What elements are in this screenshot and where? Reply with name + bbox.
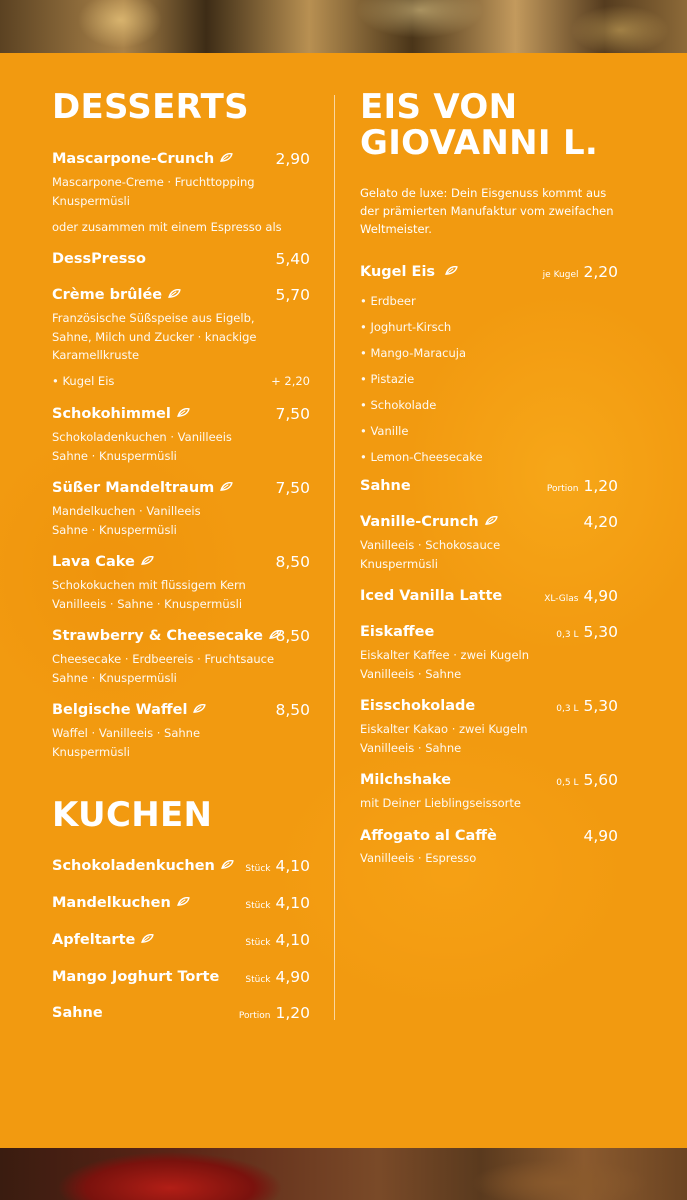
desc-line: Vanilleeis · Sahne · Knuspermüsli bbox=[52, 596, 243, 611]
item-price bbox=[543, 263, 618, 284]
desc-line: Sahne · Knuspermüsli bbox=[52, 448, 177, 463]
item-description bbox=[52, 650, 274, 687]
flavor-item: • Pistazie bbox=[360, 372, 415, 386]
item-name: Lava Cake bbox=[52, 554, 135, 570]
desc-line: Französische Süßspeise aus Eigelb, bbox=[52, 311, 255, 325]
desc-line: Vanilleeis · Sahne bbox=[360, 740, 462, 755]
desserts-heading: DESSERTS bbox=[52, 87, 249, 127]
desc-line: mit Deiner Lieblingseissorte bbox=[360, 796, 521, 810]
price-value: 4,90 bbox=[583, 587, 618, 605]
menu-item-schokohimmel bbox=[52, 405, 190, 423]
leaf-icon bbox=[168, 289, 181, 298]
price-value: 2,20 bbox=[583, 263, 618, 281]
item-description bbox=[52, 428, 232, 465]
item-price: 7,50 bbox=[275, 405, 310, 423]
price-value: 1,20 bbox=[275, 1004, 310, 1022]
menu-item-eiskaffee: Eiskaffee bbox=[360, 624, 435, 640]
desc-line: Karamellkruste bbox=[52, 348, 140, 362]
price-unit: XL-Glas bbox=[544, 594, 579, 604]
item-description bbox=[360, 720, 528, 757]
menu-item-lava-cake bbox=[52, 553, 154, 571]
flavor-item: • Vanille bbox=[360, 424, 409, 438]
item-name: Vanille-Crunch bbox=[360, 514, 479, 530]
item-description bbox=[360, 849, 476, 868]
flavor-item: • Lemon-Cheesecake bbox=[360, 450, 483, 464]
item-name: Schokohimmel bbox=[52, 406, 171, 422]
desc-line: Knuspermüsli bbox=[52, 193, 130, 208]
item-name: Belgische Waffel bbox=[52, 702, 188, 718]
desc-line: Sahne · Knuspermüsli bbox=[52, 670, 177, 685]
price-value: 5,60 bbox=[583, 771, 618, 789]
intro-line: Weltmeister. bbox=[360, 222, 432, 236]
item-price: 8,50 bbox=[275, 627, 310, 645]
left-column bbox=[52, 0, 310, 1200]
item-description bbox=[52, 576, 246, 613]
eis-intro bbox=[360, 184, 614, 238]
desc-line: Knuspermüsli bbox=[360, 556, 438, 571]
menu-item-sahne-eis: Sahne bbox=[360, 478, 411, 494]
price-unit: je Kugel bbox=[542, 270, 579, 280]
menu-item-milchshake: Milchshake bbox=[360, 772, 452, 788]
item-price: 4,20 bbox=[583, 513, 618, 531]
heading-line: GIOVANNI L. bbox=[360, 123, 599, 163]
menu-item-suesser-mandeltraum bbox=[52, 479, 233, 497]
item-description bbox=[52, 309, 256, 365]
item-name: Kugel Eis bbox=[360, 264, 436, 280]
item-price: 7,50 bbox=[275, 479, 310, 497]
menu-item-mango-joghurt-torte: Mango Joghurt Torte bbox=[52, 969, 220, 985]
item-description bbox=[52, 173, 255, 210]
price-value: 5,30 bbox=[583, 697, 618, 715]
desc-line: Sahne, Milch und Zucker · knackige bbox=[52, 329, 257, 344]
price-value: 4,10 bbox=[275, 931, 310, 949]
flavor-item: • Mango-Maracuja bbox=[360, 346, 466, 360]
menu-item-desspresso: DessPresso bbox=[52, 251, 146, 267]
heading-line: EIS VON bbox=[360, 87, 518, 127]
flavor-item: • Erdbeer bbox=[360, 294, 416, 308]
item-name: Mandelkuchen bbox=[52, 895, 171, 911]
item-price: 2,90 bbox=[275, 150, 310, 168]
item-price bbox=[556, 771, 618, 792]
price-unit: Stück bbox=[245, 975, 271, 985]
leaf-icon bbox=[220, 153, 233, 162]
item-price bbox=[544, 587, 618, 608]
item-name: Süßer Mandeltraum bbox=[52, 480, 215, 496]
flavor-item: • Joghurt-Kirsch bbox=[360, 320, 452, 334]
item-price: 8,50 bbox=[275, 553, 310, 571]
price-value: 4,10 bbox=[275, 857, 310, 875]
desc-line: Schokoladenkuchen · Vanilleeis bbox=[52, 430, 232, 444]
item-description bbox=[360, 536, 500, 573]
leaf-icon bbox=[221, 860, 234, 869]
menu-item-sahne: Sahne bbox=[52, 1005, 103, 1021]
item-price: 4,90 bbox=[583, 827, 618, 845]
item-name: Apfeltarte bbox=[52, 932, 136, 948]
desc-line: Vanilleeis · Schokosauce bbox=[360, 538, 501, 552]
kuchen-heading: KUCHEN bbox=[52, 795, 213, 835]
item-price bbox=[245, 931, 310, 952]
addon-kugel-eis: • Kugel Eis bbox=[52, 374, 115, 388]
item-price bbox=[245, 968, 310, 989]
menu-item-affogato: Affogato al Caffè bbox=[360, 828, 497, 844]
item-price bbox=[245, 857, 310, 878]
intro-line: Gelato de luxe: Dein Eisgenuss kommt aus bbox=[360, 186, 607, 200]
item-description bbox=[360, 794, 521, 813]
price-unit: Portion bbox=[238, 1011, 271, 1021]
price-unit: Stück bbox=[245, 901, 271, 911]
leaf-icon bbox=[445, 266, 458, 275]
price-value: 4,90 bbox=[275, 968, 310, 986]
price-unit: Stück bbox=[245, 938, 271, 948]
price-unit: 0,3 L bbox=[556, 630, 579, 640]
desc-line: Eiskalter Kaffee · zwei Kugeln bbox=[360, 648, 530, 662]
desc-line: Mandelkuchen · Vanilleeis bbox=[52, 504, 201, 518]
leaf-icon bbox=[177, 897, 190, 906]
desc-line: Waffel · Vanilleeis · Sahne bbox=[52, 726, 201, 740]
item-price bbox=[556, 697, 618, 718]
item-name: Schokoladenkuchen bbox=[52, 858, 215, 874]
leaf-icon bbox=[485, 516, 498, 525]
desc-line: Mascarpone-Creme · Fruchttopping bbox=[52, 175, 255, 189]
item-price: 5,40 bbox=[275, 250, 310, 268]
addon-price: + 2,20 bbox=[271, 374, 310, 388]
menu-item-vanille-crunch bbox=[360, 513, 498, 531]
item-name: Mascarpone-Crunch bbox=[52, 151, 215, 167]
price-value: 4,10 bbox=[275, 894, 310, 912]
column-divider bbox=[334, 95, 335, 1020]
price-unit: 0,3 L bbox=[556, 704, 579, 714]
item-name: Crème brûlée bbox=[52, 287, 163, 303]
price-value: 5,30 bbox=[583, 623, 618, 641]
desc-line: Knuspermüsli bbox=[52, 744, 130, 759]
eis-heading bbox=[360, 89, 598, 161]
item-price: 5,70 bbox=[275, 286, 310, 304]
item-price: 8,50 bbox=[275, 701, 310, 719]
menu-item-mandelkuchen bbox=[52, 894, 190, 912]
leaf-icon bbox=[177, 408, 190, 417]
item-description bbox=[360, 646, 529, 683]
item-price bbox=[239, 1004, 310, 1025]
menu-item-strawberry-cheesecake bbox=[52, 627, 282, 645]
desc-line: Cheesecake · Erdbeereis · Fruchtsauce bbox=[52, 652, 275, 666]
desc-line: Sahne · Knuspermüsli bbox=[52, 522, 177, 537]
menu-item-eisschokolade: Eisschokolade bbox=[360, 698, 476, 714]
item-price bbox=[245, 894, 310, 915]
intro-line: der prämierten Manufaktur vom zweifachen bbox=[360, 204, 614, 218]
price-unit: 0,5 L bbox=[556, 778, 579, 788]
leaf-icon bbox=[141, 556, 154, 565]
menu-item-kugel-eis bbox=[360, 263, 458, 281]
menu-item-iced-vanilla-latte: Iced Vanilla Latte bbox=[360, 588, 503, 604]
menu-item-creme-brulee bbox=[52, 286, 181, 304]
item-price bbox=[556, 623, 618, 644]
menu-item-mascarpone-crunch bbox=[52, 150, 233, 168]
item-description bbox=[52, 724, 200, 761]
price-value: 1,20 bbox=[583, 477, 618, 495]
leaf-icon bbox=[193, 704, 206, 713]
espresso-note: oder zusammen mit einem Espresso als bbox=[52, 220, 282, 234]
price-unit: Stück bbox=[245, 864, 271, 874]
desc-line: Vanilleeis · Sahne bbox=[360, 666, 462, 681]
menu-item-apfeltarte bbox=[52, 931, 154, 949]
menu-item-schokoladenkuchen bbox=[52, 857, 234, 875]
desc-line: Eiskalter Kakao · zwei Kugeln bbox=[360, 722, 528, 736]
flavor-item: • Schokolade bbox=[360, 398, 437, 412]
right-column bbox=[360, 0, 618, 1200]
desc-line: Schokokuchen mit flüssigem Kern bbox=[52, 578, 246, 592]
price-unit: Portion bbox=[546, 484, 579, 494]
item-name: Strawberry & Cheesecake bbox=[52, 628, 263, 644]
item-description bbox=[52, 502, 201, 539]
leaf-icon bbox=[220, 482, 233, 491]
item-price bbox=[547, 477, 618, 498]
menu-item-belgische-waffel bbox=[52, 701, 206, 719]
leaf-icon bbox=[141, 934, 154, 943]
desc-line: Vanilleeis · Espresso bbox=[360, 851, 477, 865]
flavor-list bbox=[360, 288, 483, 470]
